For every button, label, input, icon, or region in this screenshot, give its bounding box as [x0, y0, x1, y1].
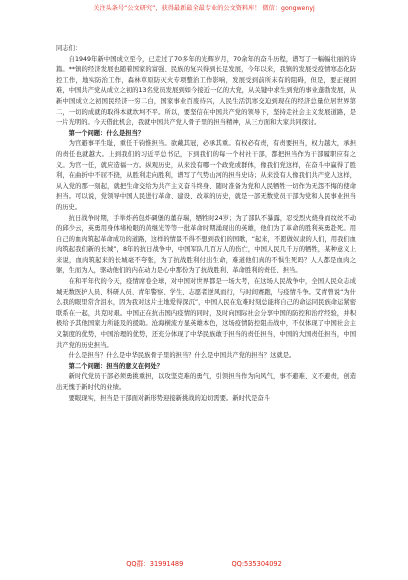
qq-group-number: QQ群：31991489	[126, 560, 184, 568]
salutation: 同志们：	[56, 45, 82, 52]
section-heading: 第二个问题：担当的意义在何处？	[68, 362, 164, 370]
qq-contact-number: QQ:535304092	[231, 560, 282, 568]
body-paragraph: 在和平年代的今天，疫情席卷全球，对中国对世界都是一场大考，在这场人民战争中，全国人民众志成城无数医护人员、科研人员、青年警察、学生、志愿者逆风而行，与时间赛跑，与疫情斗争。艾青曾说“为什么我的眼里常含泪水，因为我对这片土地爱得深沉”，中国人民在危难时刻总能将自己的命运同民族命运紧密联系在一起，共克时艰。中国正在抗击国内疫情的同时，及时向国际社会分享中国的防控和治疗经验，并积极给予其他国家力所能及的援助。沧海横流方显英雄本色，这场疫情防控阻击战中，不仅体现了中国社会主义制度的优势，中国治理的优势，还充分体现了中华民族敢于担当的责任担当，中国的大国责任担当，中国共产党的历史担当。	[56, 278, 356, 349]
promo-banner: 关注头条号“公文研究”，获得最新最全最专业的公文资料库！ 微信：gongwenyj	[93, 5, 315, 12]
body-paragraph: 要眼现实，担当是干部面对新形势迎接新挑战的迫切需要。新时代是奋斗	[68, 394, 271, 402]
document-body	[56, 44, 356, 404]
body-paragraph: 抗日战争时期，手举炸药包炸碉堡的董存瑞，牺牲时24岁；为了部队不暴露，忍受烈火烧身而纹丝不动的邱少云，英勇用身体堵枪眼的黄继光等等一批革命时期涌现出的英雄，他们为了革命的胜利英勇赴死。用自己的血肉筑起革命成功的道路，这样的情景不得不想到我们的国歌，“起来，不愿做奴隶的人们，用我们血肉筑起我们新的长城”，8年的抗日战争中，中国军队几百万人的伤亡，中国人民几千万的牺牲，某种意义上来说，血肉筑起来的长城毫不夸张，为了抗战胜利付出生命，难道他们真的不惧生死吗？人人都是血肉之躯，生而为人，驱动他们的内在动力是心中那份为了抗战胜利、革命胜利的责任、担当。	[56, 214, 356, 275]
body-paragraph: 自1949年新中国成立至今，已走过了70多年的光辉岁月，70余年的奋斗历程，谱写了一幅幅壮丽的诗篇。**镇的经济发展也随着国家的富强、民族的复兴得到长足发展，今年以来，我镇的发展受疫情寒态化防控工作，地实防治工作，森林草原防灭火专项整治工作影响，发展受到前所未有的阻碍，但是，要正视困难，中国共产党从成立之初的13名党员发展到如今接近一亿的大党，从关键中求生到党的事业蓬勃发展，从新中国成立之初国民经济一穷二白，国家事业百废待兴，人民生活饥寒交迫到现在的经济总量位居世界第二，一切的成就的取得本就坎坷不平。所以，要坚信在中国共产党的领导下，坚持走社会主义发展道路，是一片光明的。今天借此机会，我就中国共产党人骨子里的担当精神，从三方面和大家共同探讨。	[56, 55, 356, 127]
body-paragraph: 为官避事平生耻，重任千钧惟担当。欲戴其冠，必承其重。有权必有责，有责要担当，权力越大，承担的责任也就越大。上到我们的习近平总书记，下到我们的每一个村社干部，都把担当作为干部履职应有之义。为官一任，就应造福一方。纵观历史，从来没有哪一个政党或群体，像我们党这样，在奋斗中赢得了胜利，在曲折中不屈不挠，从胜利走向胜利，谱写了气势山河的担当史诗；从来没有人像我们共产党人这样，从入党的那一刻起，就把生命交给为共产主义奋斗终身、随时准备为党和人民牺牲一切作为无怨不悔的使命担当。可以说，党领导中国人民进行革命、建设、改革的历史，就是一部无数党员干部为党和人民事业担当的历史。	[56, 140, 356, 211]
contact-footer	[0, 560, 408, 569]
body-paragraph: 新时代党员干部必须勇挑重担，以攻坚克难的勇气，引领担当作为向风气，事不避难、义不避责，创造出无愧于新时代的业绩。	[56, 373, 356, 391]
body-paragraph: 什么是担当？什么是中华民族骨子里的担当？什么是中国共产党的担当？这就是。	[68, 352, 296, 360]
section-heading: 第一个问题：什么是担当？	[68, 129, 145, 137]
